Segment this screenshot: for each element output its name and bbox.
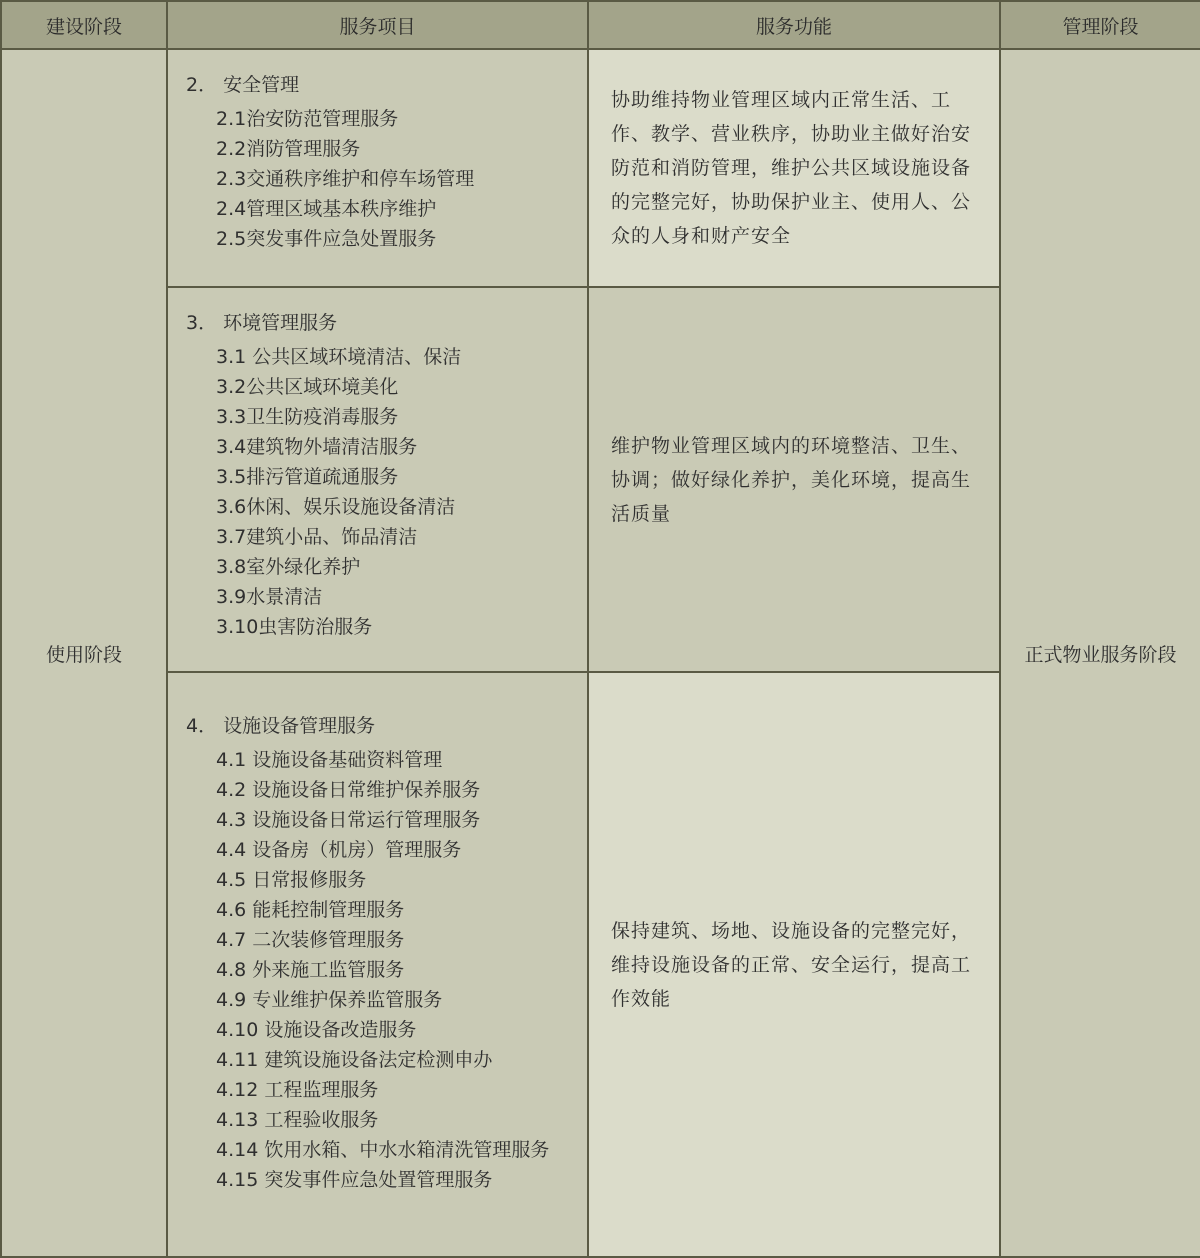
list-item: 2.4管理区域基本秩序维护 (216, 198, 437, 220)
list-item: 4.2 设施设备日常维护保养服务 (216, 779, 481, 801)
list-item: 4.9 专业维护保养监管服务 (216, 989, 443, 1011)
service-items-cell (167, 287, 588, 672)
list-item: 4.5 日常报修服务 (216, 869, 367, 891)
table-row (1, 49, 1200, 287)
list-item: 4.12 工程监理服务 (216, 1079, 379, 1101)
function-text: 协助维持物业管理区域内正常生活、工作、教学、营业秩序，协助业主做好治安防范和消防管理，维护公共区域设施设备的完整完好，协助保护业主、使用人、公众的人身和财产安全 (611, 89, 972, 247)
list-item: 4.1 设施设备基础资料管理 (216, 749, 443, 771)
service-function-cell (588, 287, 1000, 672)
list-item: 3.1 公共区域环境清洁、保洁 (216, 346, 462, 368)
section-title: 3． 环境管理服务 (186, 312, 338, 334)
list-item: 3.10虫害防治服务 (216, 616, 373, 638)
list-item: 4.8 外来施工监管服务 (216, 959, 405, 981)
header-management-stage: 管理阶段 (1000, 1, 1200, 49)
header-construction-stage: 建设阶段 (1, 1, 167, 49)
list-item: 4.11 建筑设施设备法定检测申办 (216, 1049, 493, 1071)
list-item: 2.5突发事件应急处置服务 (216, 228, 437, 250)
list-item: 2.2消防管理服务 (216, 138, 361, 160)
management-stage-cell: 正式物业服务阶段 (1000, 49, 1200, 1257)
list-item: 4.14 饮用水箱、中水水箱清洗管理服务 (216, 1139, 550, 1161)
list-item: 2.1治安防范管理服务 (216, 108, 399, 130)
section-title: 4． 设施设备管理服务 (186, 715, 376, 737)
service-function-cell (588, 672, 1000, 1257)
list-item: 3.8室外绿化养护 (216, 556, 361, 578)
list-item: 4.10 设施设备改造服务 (216, 1019, 417, 1041)
section-title: 2． 安全管理 (186, 74, 300, 96)
list-item: 3.5排污管道疏通服务 (216, 466, 399, 488)
header-service-item: 服务项目 (167, 1, 588, 49)
list-item: 4.3 设施设备日常运行管理服务 (216, 809, 481, 831)
list-item: 4.15 突发事件应急处置管理服务 (216, 1169, 493, 1191)
list-item: 3.2公共区域环境美化 (216, 376, 399, 398)
list-item: 3.6休闲、娱乐设施设备清洁 (216, 496, 456, 518)
list-item: 3.7建筑小品、饰品清洁 (216, 526, 418, 548)
list-item: 4.13 工程验收服务 (216, 1109, 379, 1131)
construction-stage-cell: 使用阶段 (1, 49, 167, 1257)
header-row (1, 1, 1200, 49)
header-service-function: 服务功能 (588, 1, 1000, 49)
list-item: 2.3交通秩序维护和停车场管理 (216, 168, 475, 190)
list-item: 4.6 能耗控制管理服务 (216, 899, 405, 921)
list-item: 4.4 设备房（机房）管理服务 (216, 839, 462, 861)
list-item: 4.7 二次装修管理服务 (216, 929, 405, 951)
function-text: 保持建筑、场地、设施设备的完整完好，维持设施设备的正常、安全运行，提高工作效能 (611, 919, 972, 1010)
service-items-cell (167, 49, 588, 287)
service-items-cell (167, 672, 588, 1257)
list-item: 3.9水景清洁 (216, 586, 323, 608)
list-item: 3.3卫生防疫消毒服务 (216, 406, 399, 428)
function-text: 维护物业管理区域内的环境整洁、卫生、协调；做好绿化养护，美化环境，提高生活质量 (611, 434, 972, 525)
list-item: 3.4建筑物外墙清洁服务 (216, 436, 418, 458)
service-function-cell (588, 49, 1000, 287)
